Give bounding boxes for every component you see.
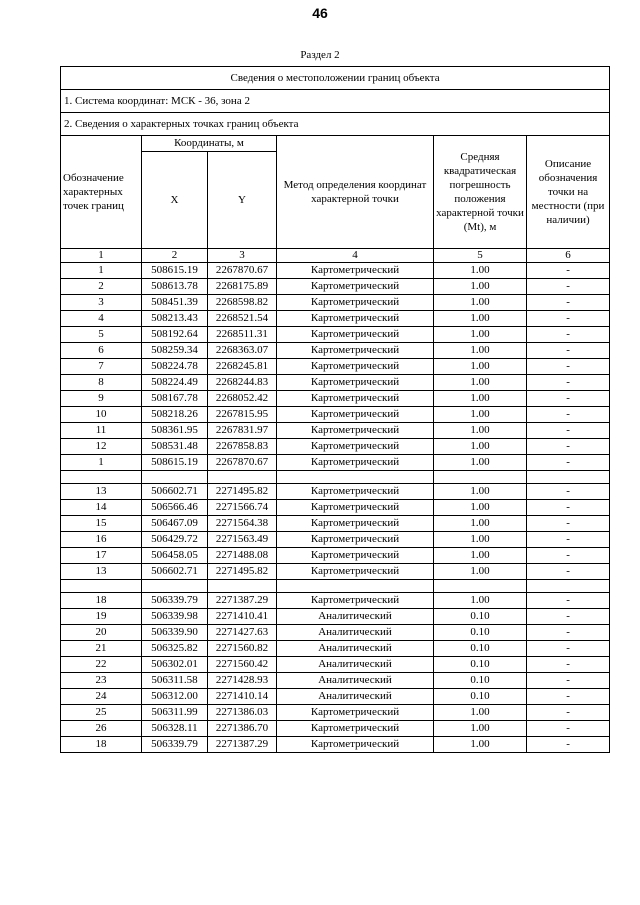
method: Картометрический <box>277 295 434 311</box>
table-row <box>61 721 610 737</box>
method: Картометрический <box>277 343 434 359</box>
x-coord: 508213.43 <box>142 311 208 327</box>
points-heading-row <box>61 113 610 136</box>
empty-cell <box>142 580 208 593</box>
point-id: 9 <box>61 391 142 407</box>
description: - <box>527 609 610 625</box>
y-coord: 2271427.63 <box>208 625 277 641</box>
table-row <box>61 484 610 500</box>
error: 1.00 <box>434 263 527 279</box>
table-title: Сведения о местоположении границ объекта <box>61 67 610 90</box>
table-row <box>61 391 610 407</box>
column-number: 3 <box>208 249 277 263</box>
x-coord: 508613.78 <box>142 279 208 295</box>
y-coord: 2271560.82 <box>208 641 277 657</box>
error: 1.00 <box>434 407 527 423</box>
point-id: 14 <box>61 500 142 516</box>
point-id: 4 <box>61 311 142 327</box>
point-id: 18 <box>61 737 142 753</box>
method: Картометрический <box>277 705 434 721</box>
x-coord: 506302.01 <box>142 657 208 673</box>
description: - <box>527 689 610 705</box>
y-coord: 2267858.83 <box>208 439 277 455</box>
point-id: 22 <box>61 657 142 673</box>
y-coord: 2268052.42 <box>208 391 277 407</box>
x-coord: 508192.64 <box>142 327 208 343</box>
table-row <box>61 564 610 580</box>
error: 1.00 <box>434 343 527 359</box>
error: 0.10 <box>434 641 527 657</box>
method: Картометрический <box>277 516 434 532</box>
description: - <box>527 295 610 311</box>
empty-cell <box>142 471 208 484</box>
y-coord: 2271564.38 <box>208 516 277 532</box>
header-y: Y <box>208 152 277 249</box>
y-coord: 2271495.82 <box>208 484 277 500</box>
table-row <box>61 657 610 673</box>
y-coord: 2268244.83 <box>208 375 277 391</box>
method: Картометрический <box>277 737 434 753</box>
method: Картометрический <box>277 721 434 737</box>
points-heading: 2. Сведения о характерных точках границ объекта <box>61 113 610 136</box>
point-id: 12 <box>61 439 142 455</box>
column-number: 1 <box>61 249 142 263</box>
method: Аналитический <box>277 609 434 625</box>
method: Картометрический <box>277 391 434 407</box>
header-error: Средняя квадратическая погрешность положения характерной точки (Mt), м <box>434 136 527 249</box>
table-title-row <box>61 67 610 90</box>
table-row <box>61 375 610 391</box>
y-coord: 2271560.42 <box>208 657 277 673</box>
description: - <box>527 327 610 343</box>
description: - <box>527 657 610 673</box>
method: Картометрический <box>277 484 434 500</box>
error: 0.10 <box>434 689 527 705</box>
method: Аналитический <box>277 625 434 641</box>
column-number: 6 <box>527 249 610 263</box>
point-id: 24 <box>61 689 142 705</box>
empty-cell <box>61 471 142 484</box>
method: Картометрический <box>277 407 434 423</box>
error: 1.00 <box>434 439 527 455</box>
error: 1.00 <box>434 516 527 532</box>
point-id: 7 <box>61 359 142 375</box>
description: - <box>527 721 610 737</box>
x-coord: 506311.99 <box>142 705 208 721</box>
error: 1.00 <box>434 279 527 295</box>
error: 1.00 <box>434 500 527 516</box>
empty-cell <box>208 471 277 484</box>
description: - <box>527 484 610 500</box>
table-row <box>61 705 610 721</box>
error: 1.00 <box>434 295 527 311</box>
description: - <box>527 705 610 721</box>
x-coord: 506602.71 <box>142 564 208 580</box>
point-id: 5 <box>61 327 142 343</box>
boundary-points-table <box>60 66 610 753</box>
error: 1.00 <box>434 423 527 439</box>
x-coord: 506328.11 <box>142 721 208 737</box>
table-row <box>61 327 610 343</box>
point-id: 13 <box>61 484 142 500</box>
table-row <box>61 500 610 516</box>
error: 1.00 <box>434 484 527 500</box>
y-coord: 2271386.70 <box>208 721 277 737</box>
y-coord: 2271488.08 <box>208 548 277 564</box>
table-row <box>61 609 610 625</box>
x-coord: 508531.48 <box>142 439 208 455</box>
x-coord: 506339.79 <box>142 737 208 753</box>
y-coord: 2271563.49 <box>208 532 277 548</box>
x-coord: 506311.58 <box>142 673 208 689</box>
method: Картометрический <box>277 439 434 455</box>
x-coord: 506325.82 <box>142 641 208 657</box>
error: 1.00 <box>434 737 527 753</box>
y-coord: 2271410.14 <box>208 689 277 705</box>
table-row <box>61 343 610 359</box>
point-id: 13 <box>61 564 142 580</box>
column-number: 2 <box>142 249 208 263</box>
header-description: Описание обозначения точки на местности (при наличии) <box>527 136 610 249</box>
error: 1.00 <box>434 455 527 471</box>
point-id: 23 <box>61 673 142 689</box>
table-row <box>61 673 610 689</box>
table-row <box>61 295 610 311</box>
y-coord: 2271410.41 <box>208 609 277 625</box>
header-coords: Координаты, м <box>142 136 277 152</box>
y-coord: 2268521.54 <box>208 311 277 327</box>
table-row <box>61 311 610 327</box>
table-row <box>61 516 610 532</box>
y-coord: 2268245.81 <box>208 359 277 375</box>
empty-cell <box>277 471 434 484</box>
description: - <box>527 548 610 564</box>
description: - <box>527 375 610 391</box>
error: 0.10 <box>434 625 527 641</box>
header-method: Метод определения координат характерной точки <box>277 136 434 249</box>
table-row <box>61 641 610 657</box>
y-coord: 2267815.95 <box>208 407 277 423</box>
description: - <box>527 500 610 516</box>
point-id: 25 <box>61 705 142 721</box>
empty-cell <box>208 580 277 593</box>
method: Картометрический <box>277 375 434 391</box>
method: Аналитический <box>277 657 434 673</box>
point-id: 1 <box>61 455 142 471</box>
description: - <box>527 279 610 295</box>
error: 1.00 <box>434 721 527 737</box>
coord-system-row <box>61 90 610 113</box>
table-row <box>61 423 610 439</box>
y-coord: 2271387.29 <box>208 737 277 753</box>
header-designation: Обозначение характерных точек границ <box>61 136 142 249</box>
point-id: 6 <box>61 343 142 359</box>
column-number: 5 <box>434 249 527 263</box>
description: - <box>527 641 610 657</box>
x-coord: 508615.19 <box>142 263 208 279</box>
point-id: 18 <box>61 593 142 609</box>
empty-cell <box>527 580 610 593</box>
description: - <box>527 593 610 609</box>
x-coord: 508451.39 <box>142 295 208 311</box>
error: 0.10 <box>434 657 527 673</box>
x-coord: 508615.19 <box>142 455 208 471</box>
point-id: 1 <box>61 263 142 279</box>
error: 1.00 <box>434 311 527 327</box>
description: - <box>527 516 610 532</box>
description: - <box>527 343 610 359</box>
table-row <box>61 689 610 705</box>
error: 1.00 <box>434 532 527 548</box>
error: 1.00 <box>434 327 527 343</box>
method: Картометрический <box>277 532 434 548</box>
separator-row <box>61 580 610 593</box>
x-coord: 508361.95 <box>142 423 208 439</box>
separator-row <box>61 471 610 484</box>
error: 1.00 <box>434 375 527 391</box>
description: - <box>527 407 610 423</box>
error: 0.10 <box>434 609 527 625</box>
table-row <box>61 455 610 471</box>
description: - <box>527 391 610 407</box>
method: Картометрический <box>277 564 434 580</box>
point-id: 8 <box>61 375 142 391</box>
column-number: 4 <box>277 249 434 263</box>
error: 1.00 <box>434 359 527 375</box>
y-coord: 2268175.89 <box>208 279 277 295</box>
x-coord: 506458.05 <box>142 548 208 564</box>
y-coord: 2271386.03 <box>208 705 277 721</box>
method: Картометрический <box>277 593 434 609</box>
table-row <box>61 263 610 279</box>
description: - <box>527 564 610 580</box>
y-coord: 2271566.74 <box>208 500 277 516</box>
y-coord: 2268363.07 <box>208 343 277 359</box>
method: Картометрический <box>277 500 434 516</box>
method: Картометрический <box>277 455 434 471</box>
description: - <box>527 311 610 327</box>
point-id: 10 <box>61 407 142 423</box>
table-row <box>61 548 610 564</box>
y-coord: 2267870.67 <box>208 263 277 279</box>
page-number: 46 <box>312 5 328 21</box>
x-coord: 506312.00 <box>142 689 208 705</box>
coord-system: 1. Система координат: МСК - 36, зона 2 <box>61 90 610 113</box>
method: Аналитический <box>277 689 434 705</box>
error: 1.00 <box>434 564 527 580</box>
error: 1.00 <box>434 593 527 609</box>
x-coord: 506339.98 <box>142 609 208 625</box>
x-coord: 506566.46 <box>142 500 208 516</box>
method: Аналитический <box>277 641 434 657</box>
empty-cell <box>277 580 434 593</box>
point-id: 19 <box>61 609 142 625</box>
x-coord: 508167.78 <box>142 391 208 407</box>
x-coord: 508224.78 <box>142 359 208 375</box>
description: - <box>527 737 610 753</box>
header-row-1 <box>61 136 610 152</box>
method: Картометрический <box>277 327 434 343</box>
x-coord: 508218.26 <box>142 407 208 423</box>
description: - <box>527 359 610 375</box>
y-coord: 2267870.67 <box>208 455 277 471</box>
empty-cell <box>527 471 610 484</box>
point-id: 15 <box>61 516 142 532</box>
y-coord: 2267831.97 <box>208 423 277 439</box>
section-label: Раздел 2 <box>300 49 340 61</box>
point-id: 21 <box>61 641 142 657</box>
method: Картометрический <box>277 423 434 439</box>
empty-cell <box>61 580 142 593</box>
x-coord: 506339.79 <box>142 593 208 609</box>
table-row <box>61 279 610 295</box>
description: - <box>527 263 610 279</box>
description: - <box>527 673 610 689</box>
description: - <box>527 439 610 455</box>
x-coord: 506467.09 <box>142 516 208 532</box>
table-row <box>61 737 610 753</box>
point-id: 17 <box>61 548 142 564</box>
method: Картометрический <box>277 359 434 375</box>
point-id: 20 <box>61 625 142 641</box>
y-coord: 2268511.31 <box>208 327 277 343</box>
error: 0.10 <box>434 673 527 689</box>
method: Картометрический <box>277 548 434 564</box>
point-id: 2 <box>61 279 142 295</box>
method: Картометрический <box>277 263 434 279</box>
table-row <box>61 359 610 375</box>
table-row <box>61 625 610 641</box>
method: Картометрический <box>277 279 434 295</box>
x-coord: 508224.49 <box>142 375 208 391</box>
point-id: 3 <box>61 295 142 311</box>
description: - <box>527 625 610 641</box>
column-numbers-row <box>61 249 610 263</box>
y-coord: 2268598.82 <box>208 295 277 311</box>
description: - <box>527 455 610 471</box>
description: - <box>527 423 610 439</box>
x-coord: 506429.72 <box>142 532 208 548</box>
error: 1.00 <box>434 391 527 407</box>
y-coord: 2271495.82 <box>208 564 277 580</box>
empty-cell <box>434 580 527 593</box>
table-row <box>61 439 610 455</box>
error: 1.00 <box>434 548 527 564</box>
x-coord: 506339.90 <box>142 625 208 641</box>
table-row <box>61 593 610 609</box>
point-id: 26 <box>61 721 142 737</box>
method: Аналитический <box>277 673 434 689</box>
table-row <box>61 407 610 423</box>
header-x: X <box>142 152 208 249</box>
x-coord: 506602.71 <box>142 484 208 500</box>
description: - <box>527 532 610 548</box>
y-coord: 2271428.93 <box>208 673 277 689</box>
table-row <box>61 532 610 548</box>
empty-cell <box>434 471 527 484</box>
x-coord: 508259.34 <box>142 343 208 359</box>
y-coord: 2271387.29 <box>208 593 277 609</box>
method: Картометрический <box>277 311 434 327</box>
error: 1.00 <box>434 705 527 721</box>
point-id: 16 <box>61 532 142 548</box>
point-id: 11 <box>61 423 142 439</box>
